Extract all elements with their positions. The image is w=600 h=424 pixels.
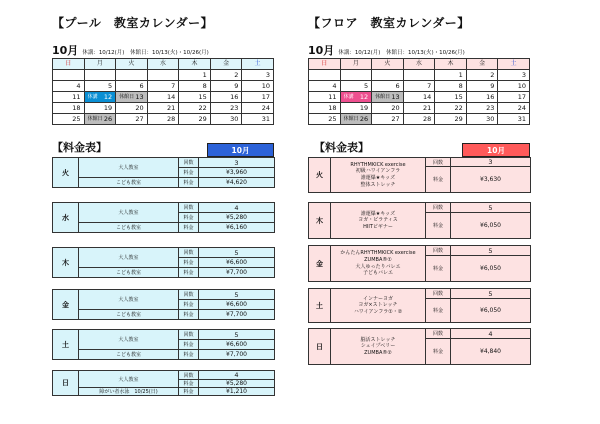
fee-day: 火: [309, 158, 331, 193]
day-cell: 3: [242, 70, 274, 81]
day-cell: 8: [435, 81, 467, 92]
count-label: 回数: [426, 203, 451, 213]
fee-label: 料金: [179, 213, 199, 223]
day-cell: 14: [147, 92, 179, 103]
fee-label: 料金: [179, 380, 199, 388]
day-cell: 19: [84, 103, 116, 114]
fee-day: 日: [309, 329, 331, 365]
pool-fee-table-sat: [52, 329, 275, 360]
pool-fee-table-sun: [52, 370, 275, 396]
day-cell: [116, 70, 148, 81]
count-value: 4: [199, 203, 275, 213]
class-name: 整体ストレッチ: [360, 181, 396, 188]
day-cell: 15: [435, 92, 467, 103]
day-cell: 4: [53, 81, 85, 92]
floor-weekday-row: [309, 59, 530, 70]
class-name: こども教室: [79, 178, 179, 188]
day-cell: 27: [116, 114, 148, 125]
day-number: 12: [359, 93, 369, 101]
count-label: 回数: [426, 289, 451, 299]
day-cell: [403, 70, 435, 81]
count-label: 回数: [426, 158, 451, 167]
day-cell: 20: [116, 103, 148, 114]
floor-fee-table-fri: [308, 245, 531, 282]
class-name: 初級ハワイアンフラ: [355, 168, 401, 175]
day-cell: 30: [466, 114, 498, 125]
class-list: [331, 158, 426, 193]
day-cell: 31: [498, 114, 530, 125]
count-value: 5: [199, 330, 275, 340]
class-name: 大人教室: [79, 371, 179, 388]
day-cell: 7: [403, 81, 435, 92]
day-cell-kyuko: [84, 92, 116, 103]
pool-week-row: [53, 114, 274, 125]
count-value: 5: [199, 248, 275, 258]
kyuko-tag: 休講: [343, 94, 354, 100]
count-label: 回数: [179, 330, 199, 340]
pool-weekday-row: [53, 59, 274, 70]
fee-label: 料金: [179, 223, 199, 233]
day-cell: 8: [179, 81, 211, 92]
pool-fee-month-badge: 10月: [207, 143, 274, 157]
price-value: ¥6,600: [199, 340, 275, 350]
day-cell: 29: [179, 114, 211, 125]
pool-week-row: [53, 81, 274, 92]
day-cell-kyukan: [340, 114, 372, 125]
floor-fee-table-tue: [308, 157, 531, 193]
class-name: こども教室: [79, 350, 179, 360]
day-cell: 20: [372, 103, 404, 114]
day-cell: 31: [242, 114, 274, 125]
day-cell: 30: [210, 114, 242, 125]
price-value: ¥6,600: [199, 258, 275, 268]
class-name: こども教室: [79, 310, 179, 320]
fee-label: 料金: [179, 168, 199, 178]
weekday-cell: 土: [242, 59, 274, 70]
class-name: 大人教室: [79, 330, 179, 350]
weekday-cell: 水: [147, 59, 179, 70]
kyukan-tag: 休館日: [375, 94, 391, 100]
count-label: 回数: [179, 371, 199, 380]
count-value: 4: [451, 329, 531, 339]
class-name: 大人教室: [79, 158, 179, 178]
fee-label: 料金: [426, 167, 451, 193]
day-cell: 27: [372, 114, 404, 125]
price-value: ¥3,630: [451, 167, 531, 193]
fee-label: 料金: [179, 258, 199, 268]
weekday-cell: 火: [116, 59, 148, 70]
class-name: こども教室: [79, 223, 179, 233]
class-name: ハワイアンフラ①・②: [353, 308, 403, 315]
floor-fee-table-thu: [308, 202, 531, 239]
fee-label: 料金: [179, 340, 199, 350]
pool-closed-note: 休講：10/12(月) 休館日：10/13(火)・10/26(月): [82, 50, 209, 56]
pool-month-heading: [52, 42, 209, 58]
day-cell: 18: [309, 103, 341, 114]
count-value: 3: [199, 158, 275, 168]
floor-fee-table-sat: [308, 288, 531, 323]
class-list: [331, 246, 426, 282]
floor-calendar-title: 【フロア 教室カレンダー】: [308, 16, 470, 30]
count-value: 5: [199, 290, 275, 300]
day-cell: 17: [498, 92, 530, 103]
price-value: ¥7,700: [199, 350, 275, 360]
day-cell: [372, 70, 404, 81]
class-name: ヨガ・ピラティス: [358, 217, 398, 224]
price-value: ¥5,280: [199, 213, 275, 223]
fee-day: 土: [309, 289, 331, 323]
class-list: [331, 329, 426, 365]
day-cell: 4: [309, 81, 341, 92]
kyuko-tag: 休講: [87, 94, 98, 100]
day-cell: 10: [242, 81, 274, 92]
fee-label: 料金: [426, 256, 451, 282]
day-cell-kyuko: [340, 92, 372, 103]
day-number: 26: [359, 115, 369, 123]
day-cell: 21: [147, 103, 179, 114]
price-value: ¥4,620: [199, 178, 275, 188]
count-label: 回数: [426, 329, 451, 339]
day-cell: 28: [147, 114, 179, 125]
day-cell: 21: [403, 103, 435, 114]
fee-day: 土: [53, 330, 79, 360]
pool-fee-table-thu: [52, 247, 275, 278]
class-name: 大人ゆったりバレエ: [355, 263, 401, 270]
day-cell: 9: [210, 81, 242, 92]
class-name: ZUMBA®①: [364, 256, 392, 263]
day-cell: 24: [242, 103, 274, 114]
pool-week-row: [53, 70, 274, 81]
pool-calendar: [52, 58, 274, 125]
class-name: 子どもバレエ: [362, 270, 393, 277]
fee-day: 金: [309, 246, 331, 282]
pool-fee-title: 【料金表】: [52, 141, 107, 154]
class-list: [331, 289, 426, 323]
price-value: ¥5,280: [199, 380, 275, 388]
weekday-cell: 木: [179, 59, 211, 70]
day-number: 26: [103, 115, 113, 123]
day-cell: 15: [179, 92, 211, 103]
fee-label: 料金: [179, 300, 199, 310]
floor-week-row: [309, 70, 530, 81]
floor-month: 10月: [308, 44, 335, 57]
weekday-cell: 木: [435, 59, 467, 70]
day-cell: [340, 70, 372, 81]
count-value: 5: [451, 203, 531, 213]
floor-week-row: [309, 92, 530, 103]
day-cell: 14: [403, 92, 435, 103]
count-value: 5: [451, 289, 531, 299]
fee-day: 木: [309, 203, 331, 239]
pool-fee-table-fri: [52, 289, 275, 320]
class-name: HIITビギナー: [363, 223, 393, 230]
day-cell: 19: [340, 103, 372, 114]
class-name: 脳活ストレッチ: [360, 336, 396, 343]
day-cell: 25: [53, 114, 85, 125]
fee-day: 日: [53, 371, 79, 396]
price-value: ¥6,600: [199, 300, 275, 310]
day-cell: 23: [466, 103, 498, 114]
fee-day: 金: [53, 290, 79, 320]
day-cell: 25: [309, 114, 341, 125]
price-value: ¥4,840: [451, 339, 531, 365]
day-cell: [309, 70, 341, 81]
floor-closed-note: 休講：10/12(月) 休館日：10/13(火)・10/26(月): [338, 50, 465, 56]
day-cell-kyukan: [372, 92, 404, 103]
kyukan-tag: 休館日: [343, 116, 359, 122]
day-cell: 1: [179, 70, 211, 81]
weekday-cell: 土: [498, 59, 530, 70]
price-value: ¥6,050: [451, 213, 531, 239]
class-name: ZUMBA®②: [364, 349, 392, 356]
kyukan-tag: 休館日: [119, 94, 135, 100]
fee-label: 料金: [179, 350, 199, 360]
day-cell-kyukan: [116, 92, 148, 103]
day-cell: 9: [466, 81, 498, 92]
day-number: 13: [391, 93, 400, 101]
class-name: ヨガ×ストレッチ: [358, 302, 398, 309]
count-label: 回数: [426, 246, 451, 256]
day-cell: [53, 70, 85, 81]
weekday-cell: 金: [210, 59, 242, 70]
day-cell: 3: [498, 70, 530, 81]
fee-day: 水: [53, 203, 79, 233]
price-value: ¥3,960: [199, 168, 275, 178]
day-cell: 6: [372, 81, 404, 92]
fee-label: 料金: [179, 310, 199, 320]
day-cell: 11: [309, 92, 341, 103]
day-cell: 5: [84, 81, 116, 92]
pool-week-row: [53, 92, 274, 103]
weekday-cell: 水: [403, 59, 435, 70]
class-name: 大人教室: [79, 248, 179, 268]
fee-day: 木: [53, 248, 79, 278]
class-name: かんたんRHYTHMKICK exercise: [340, 250, 416, 257]
pool-fee-table-tue: [52, 157, 275, 188]
day-cell: [84, 70, 116, 81]
day-number: 13: [135, 93, 144, 101]
day-cell: 17: [242, 92, 274, 103]
pool-week-row: [53, 103, 274, 114]
day-cell: 7: [147, 81, 179, 92]
class-name: シェイプベリー: [360, 343, 396, 350]
day-number: 12: [103, 93, 113, 101]
class-name: インナーヨガ: [362, 295, 393, 302]
count-label: 回数: [179, 203, 199, 213]
class-list: [331, 203, 426, 239]
day-cell: 11: [53, 92, 85, 103]
day-cell: 22: [179, 103, 211, 114]
weekday-cell: 火: [372, 59, 404, 70]
fee-label: 料金: [426, 299, 451, 323]
count-value: 4: [199, 371, 275, 380]
day-cell: 22: [435, 103, 467, 114]
floor-fee-month-badge: 10月: [462, 143, 530, 157]
pool-month: 10月: [52, 44, 79, 57]
price-value: ¥6,160: [199, 223, 275, 233]
day-cell: 10: [498, 81, 530, 92]
weekday-cell: 月: [84, 59, 116, 70]
class-name: 誰運爆★キッズ: [360, 210, 396, 217]
floor-week-row: [309, 103, 530, 114]
price-value: ¥1,210: [199, 388, 275, 396]
fee-label: 料金: [426, 339, 451, 365]
class-name: 大人教室: [79, 290, 179, 310]
price-value: ¥6,050: [451, 256, 531, 282]
kyukan-tag: 休館日: [87, 116, 103, 122]
day-cell: 24: [498, 103, 530, 114]
floor-calendar: [308, 58, 530, 125]
class-name: 障がい者水泳 10/25(日): [79, 388, 179, 396]
fee-label: 料金: [426, 213, 451, 239]
class-name: RHYTHMKICK exercise: [350, 161, 406, 168]
day-cell: 2: [466, 70, 498, 81]
day-cell: 2: [210, 70, 242, 81]
day-cell: 28: [403, 114, 435, 125]
floor-month-heading: [308, 42, 465, 58]
day-cell: 6: [116, 81, 148, 92]
day-cell: 29: [435, 114, 467, 125]
class-name: 大人教室: [79, 203, 179, 223]
count-label: 回数: [179, 248, 199, 258]
day-cell: 16: [466, 92, 498, 103]
pool-fee-table-wed: [52, 202, 275, 233]
class-name: こども教室: [79, 268, 179, 278]
floor-week-row: [309, 81, 530, 92]
fee-label: 料金: [179, 268, 199, 278]
fee-label: 料金: [179, 178, 199, 188]
weekday-cell: 金: [466, 59, 498, 70]
count-value: 5: [451, 246, 531, 256]
day-cell: 23: [210, 103, 242, 114]
fee-day: 火: [53, 158, 79, 188]
price-value: ¥7,700: [199, 310, 275, 320]
count-label: 回数: [179, 290, 199, 300]
fee-label: 料金: [179, 388, 199, 396]
weekday-cell: 日: [53, 59, 85, 70]
day-cell: 5: [340, 81, 372, 92]
day-cell-kyukan: [84, 114, 116, 125]
day-cell: 16: [210, 92, 242, 103]
weekday-cell: 月: [340, 59, 372, 70]
count-label: 回数: [179, 158, 199, 168]
day-cell: 1: [435, 70, 467, 81]
pool-calendar-title: 【プール 教室カレンダー】: [52, 16, 214, 30]
floor-fee-table-sun: [308, 328, 531, 365]
count-value: 3: [451, 158, 531, 167]
floor-week-row: [309, 114, 530, 125]
day-cell: 18: [53, 103, 85, 114]
price-value: ¥6,050: [451, 299, 531, 323]
day-cell: [147, 70, 179, 81]
floor-fee-title: 【料金表】: [314, 141, 369, 154]
price-value: ¥7,700: [199, 268, 275, 278]
weekday-cell: 日: [309, 59, 341, 70]
class-name: 誰運爆★キッズ: [360, 175, 396, 181]
